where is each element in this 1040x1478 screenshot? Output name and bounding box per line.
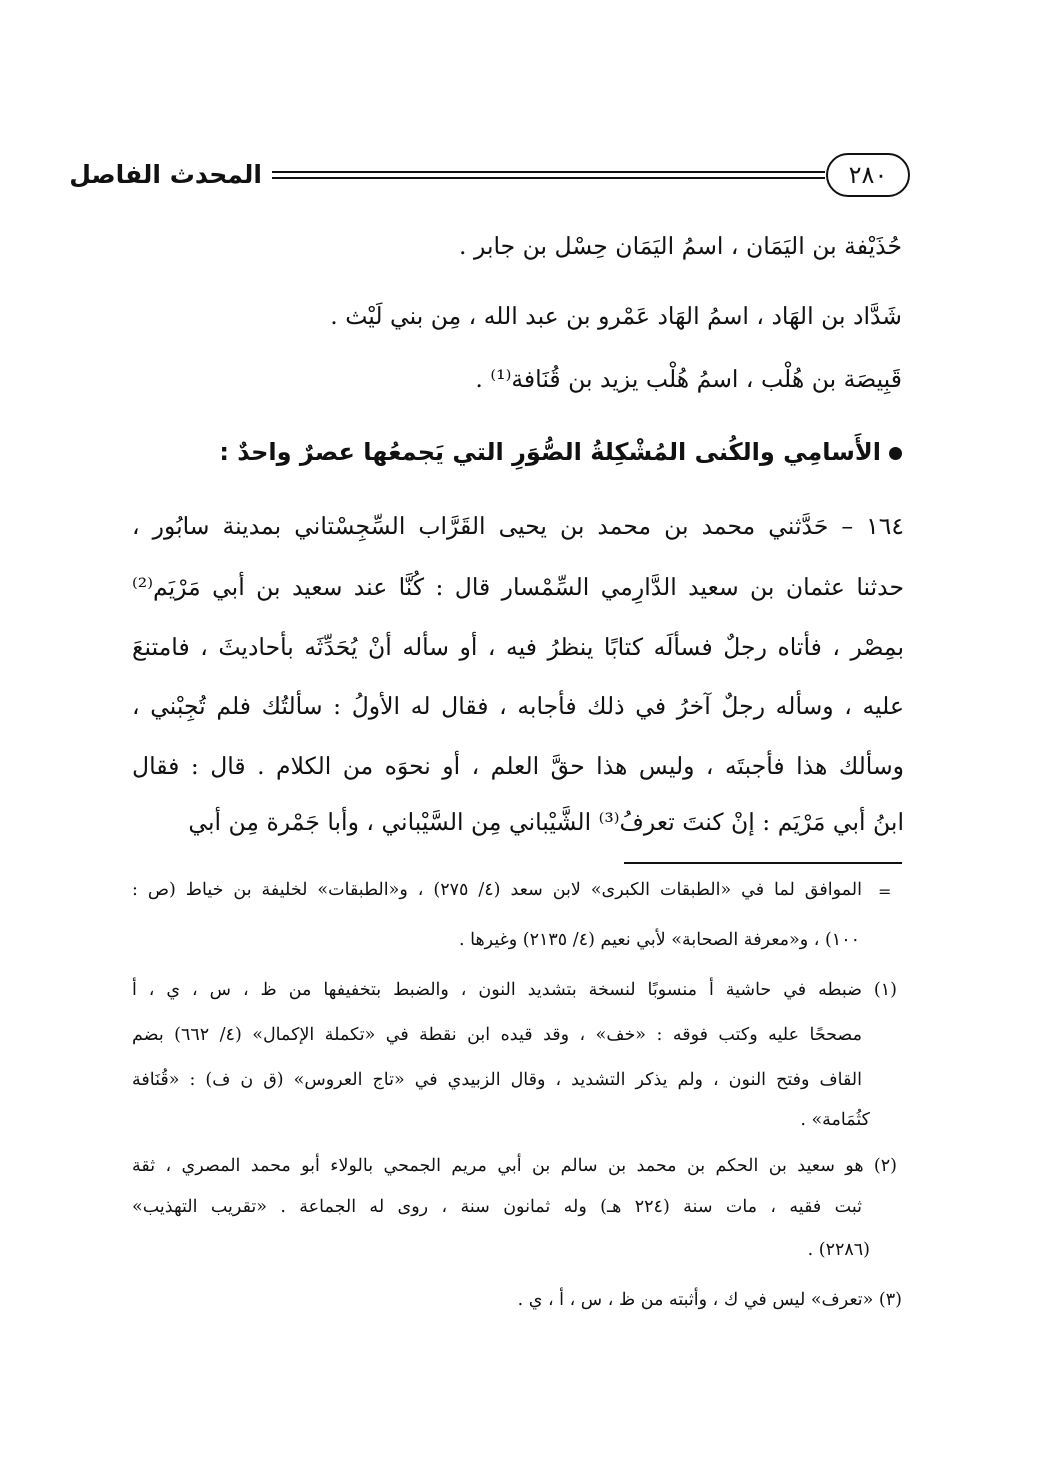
footnote-2-line-2: ثبت فقيه ، مات سنة (٢٢٤ هـ) وله ثمانون سنة ، روى له الجماعة . «تقريب التهذيب» <box>132 1197 862 1217</box>
name-line-1: حُذَيْفة بن اليَمَان ، اسمُ اليَمَان حِسْل بن جابر . <box>459 232 902 260</box>
paragraph-line-1: ١٦٤ – حَدَّثني محمد بن محمد بن يحيى القَرَّاب السِّجِسْتاني بمدينة سابُور ، <box>132 512 904 540</box>
page-number <box>826 153 910 197</box>
name-line-3: قَبِيصَة بن هُلْب ، اسمُ هُلْب يزيد بن قُنَافة⁽¹⁾ . <box>475 365 902 393</box>
paragraph-line-5: وسألك هذا فأجبتَه ، وليس هذا حقَّ العلم ، أو نحوَه من الكلام . قال : فقال <box>132 752 904 780</box>
footnote-separator <box>624 862 902 864</box>
paragraph-line-4: عليه ، وسأله رجلٌ آخرُ في ذلك فأجابه ، فقال له الأولُ : سألتُك فلم تُجِبْني ، <box>132 692 904 720</box>
footnote-continuation-mark: = <box>878 882 892 901</box>
page-number-text: ٢٨٠ <box>848 161 888 189</box>
footnote-1-line-2: مصححًا عليه وكتب فوقه : «خف» ، وقد قيده ابن نقطة في «تكملة الإكمال» (٤/ ٦٦٢) بضم <box>132 1025 862 1045</box>
footnote-1-line-1: (١) ضبطه في حاشية أ منسوبًا لنسخة بتشديد النون ، والضبط بتخفيفها من ظ ، س ، ي ، أ <box>132 980 897 1000</box>
paragraph-line-3: بمِصْر ، فأتاه رجلٌ فسألَه كتابًا ينظرُ فيه ، أو سأله أنْ يُحَدِّثَه بأحاديثَ ، فامتنعَ <box>132 633 904 661</box>
footnote-continued-line-1: الموافق لما في «الطبقات الكبرى» لابن سعد (٤/ ٢٧٥) ، و«الطبقات» لخليفة بن خياط (ص : <box>132 880 862 900</box>
header-double-rule <box>272 171 825 179</box>
paragraph-line-2: حدثنا عثمان بن سعيد الدَّارِمي السِّمْسار قال : كُنَّا عند سعيد بن أبي مَرْيَم⁽²⁾ <box>132 573 904 601</box>
bullet-icon <box>889 447 902 460</box>
footnote-2-line-3: (٢٢٨٦) . <box>807 1240 870 1260</box>
footnote-continued-line-2: ١٠٠) ، و«معرفة الصحابة» لأبي نعيم (٤/ ٢١٣٥) وغيرها . <box>458 930 860 950</box>
paragraph-line-6: ابنُ أبي مَرْيَم : إنْ كنتَ تعرفُ⁽³⁾ الشَّيْباني مِن السَّيْباني ، وأبا جَمْرة مِن أبي <box>188 808 904 836</box>
section-heading-text: الأَسامِي والكُنى المُشْكِلةُ الصُّوَرِ التي يَجمعُها عصرٌ واحدٌ : <box>219 438 881 466</box>
running-title: المحدث الفاصل <box>69 160 262 189</box>
footnote-3-line-1: (٣) «تعرف» ليس في ك ، وأثبته من ظ ، س ، أ ، ي . <box>517 1290 902 1310</box>
footnote-2-line-1: (٢) هو سعيد بن الحكم بن محمد بن سالم بن أبي مريم الجمحي بالولاء أبو محمد المصري ، ثقة <box>132 1156 897 1176</box>
footnote-1-line-4: كثُمَامة» . <box>800 1110 870 1130</box>
section-heading <box>219 438 902 466</box>
footnote-1-line-3: القاف وفتح النون ، ولم يذكر التشديد ، وقال الزبيدي في «تاج العروس» (ق ن ف) : «قُنَافة <box>132 1070 862 1090</box>
name-line-2: شَدَّاد بن الهَاد ، اسمُ الهَاد عَمْرو بن عبد الله ، مِن بني لَيْث . <box>330 302 902 330</box>
